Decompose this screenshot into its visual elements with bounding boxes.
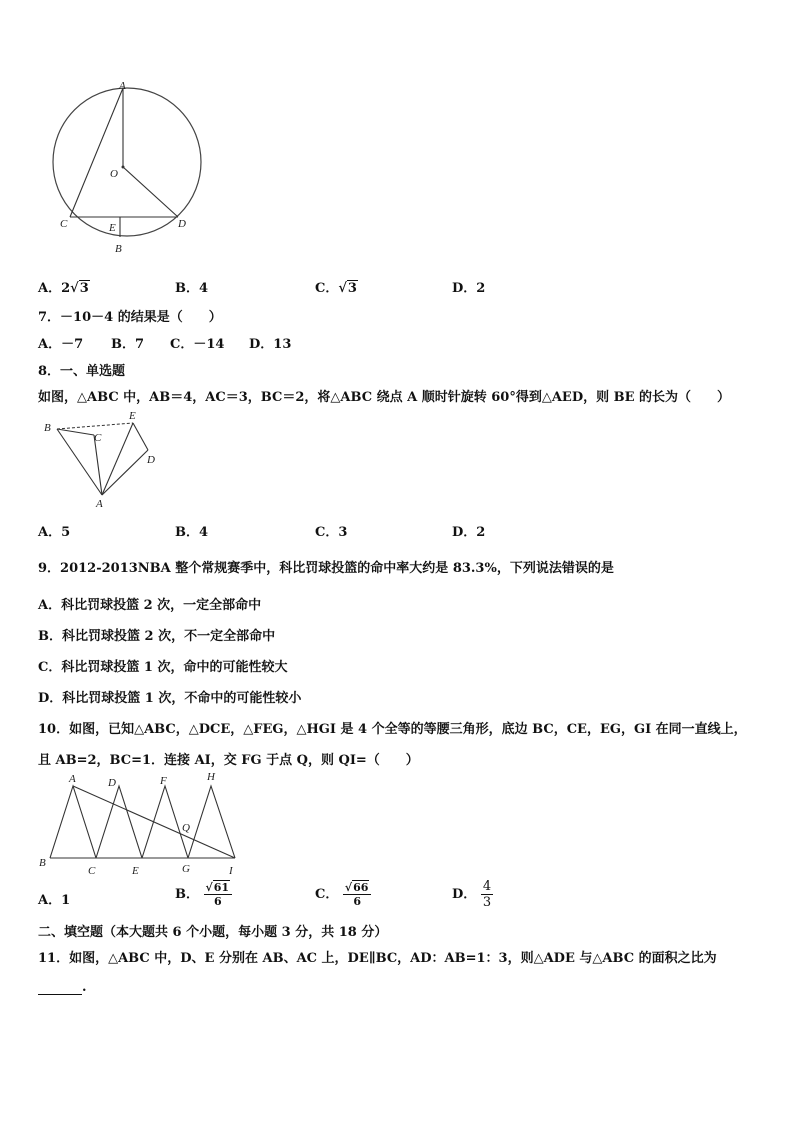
label-e: E (129, 410, 136, 422)
q10-option-d-text: D． (452, 887, 477, 902)
segment-ea (102, 423, 133, 495)
label-q: Q (182, 822, 190, 834)
q10-option-b-denominator: 6 (213, 895, 222, 908)
q7-option-a: A．－7 (38, 337, 84, 352)
label-c: C (88, 865, 96, 877)
q6-option-a-radicand: 3 (79, 281, 89, 296)
q8-option-a: A．5 (38, 525, 71, 540)
q10-option-c-fraction (343, 881, 372, 908)
label-e: E (109, 222, 116, 234)
q7-option-c: C．－14 (170, 337, 225, 352)
center-point (122, 166, 125, 169)
rotation-figure (38, 405, 163, 510)
q10-option-a: A．1 (38, 893, 71, 908)
q10-stem-line2: 且 AB=2，BC=1．连接 AI，交 FG 于点 Q，则 QI=（ ） (38, 753, 419, 768)
q6-option-d: D．2 (452, 281, 486, 296)
triangles-figure (35, 768, 245, 878)
label-h: H (207, 771, 215, 783)
segment-da (102, 450, 148, 495)
q11-tail: . (82, 980, 87, 995)
q10-option-d-numerator: 4 (482, 879, 492, 894)
sqrt-symbol: √ (70, 281, 79, 296)
q6-option-a-text: A．2 (38, 281, 71, 296)
q9-option-d: D．科比罚球投篮 1 次，不命中的可能性较小 (38, 691, 302, 706)
label-d: D (108, 777, 116, 789)
label-a: A (119, 80, 126, 92)
segment-ai (73, 786, 235, 858)
q10-option-c-text: C． (315, 887, 339, 902)
segment-be-dashed (57, 423, 133, 429)
circle-outline (53, 88, 201, 236)
q7-stem: 7．－10－4 的结果是（ ） (38, 310, 222, 325)
q9-option-b: B．科比罚球投篮 2 次，不一定全部命中 (38, 629, 276, 644)
q8-option-b: B．4 (175, 525, 209, 540)
label-b: B (39, 857, 46, 869)
label-e: E (132, 865, 139, 877)
q10-option-d-fraction (481, 879, 493, 910)
q9-stem: 9．2012-2013NBA 整个常规赛季中，科比罚球投篮的命中率大约是 83.3%，下列说法错误的是 (38, 561, 614, 576)
q6-option-b: B．4 (175, 281, 209, 296)
q6-option-a (38, 277, 90, 296)
label-a: A (69, 773, 76, 785)
q9-option-c: C．科比罚球投篮 1 次，命中的可能性较大 (38, 660, 288, 675)
label-a: A (96, 498, 103, 510)
label-o: O (110, 168, 118, 180)
q6-option-c-radicand: 3 (347, 281, 357, 296)
q11-stem: 11．如图，△ABC 中，D、E 分别在 AB、AC 上，DE∥BC，AD：AB=1：3，则△ADE 与△ABC 的面积之比为 (38, 951, 717, 966)
q7-option-d: D．13 (249, 337, 292, 352)
label-g: G (182, 863, 190, 875)
label-c: C (60, 218, 68, 230)
q10-option-b (175, 881, 232, 908)
q8-stem: 如图，△ABC 中，AB＝4，AC＝3，BC＝2，将△ABC 绕点 A 顺时针旋转 60°得到△AED，则 BE 的长为（ ） (38, 390, 731, 405)
sqrt-symbol: √ (205, 881, 213, 894)
q10-option-c (315, 881, 371, 908)
triangle-dce (96, 786, 142, 858)
label-b: B (44, 422, 51, 434)
label-d: D (178, 218, 186, 230)
label-b: B (115, 243, 122, 255)
q10-option-d-denominator: 3 (482, 895, 492, 910)
segment-bc (57, 429, 94, 435)
q11-answer (38, 980, 87, 995)
answer-blank[interactable] (38, 982, 82, 995)
sqrt-symbol: √ (338, 281, 347, 296)
q7-option-b: B．7 (111, 337, 145, 352)
label-f: F (160, 775, 167, 787)
q9-option-a: A．科比罚球投篮 2 次，一定全部命中 (38, 598, 262, 613)
q10-option-b-fraction (204, 881, 233, 908)
q10-option-c-denominator: 6 (353, 895, 361, 908)
q10-stem-line1: 10．如图，已知△ABC，△DCE，△FEG，△HGI 是 4 个全等的等腰三角形，底边 BC，CE，EG，GI 在同一直线上， (38, 722, 747, 737)
segment-od (123, 167, 178, 217)
q10-option-b-numerator: 61 (213, 881, 230, 894)
triangle-abc (50, 786, 96, 858)
q10-option-b-text: B． (175, 887, 199, 902)
label-d: D (147, 454, 155, 466)
segment-ed (133, 423, 148, 450)
q10-option-c-numerator: 66 (353, 881, 369, 894)
q8-option-c: C．3 (315, 525, 348, 540)
q8-option-d: D．2 (452, 525, 486, 540)
section-2-title: 二、填空题（本大题共 6 个小题，每小题 3 分，共 18 分） (38, 925, 388, 940)
q6-option-c (315, 277, 358, 296)
q8-heading: 8．一、单选题 (38, 364, 126, 379)
label-i: I (229, 865, 233, 877)
label-c: C (94, 432, 102, 444)
q6-option-c-text: C． (315, 281, 339, 296)
q10-option-d (452, 879, 493, 910)
circle-figure (40, 80, 230, 260)
sqrt-symbol: √ (344, 881, 353, 894)
